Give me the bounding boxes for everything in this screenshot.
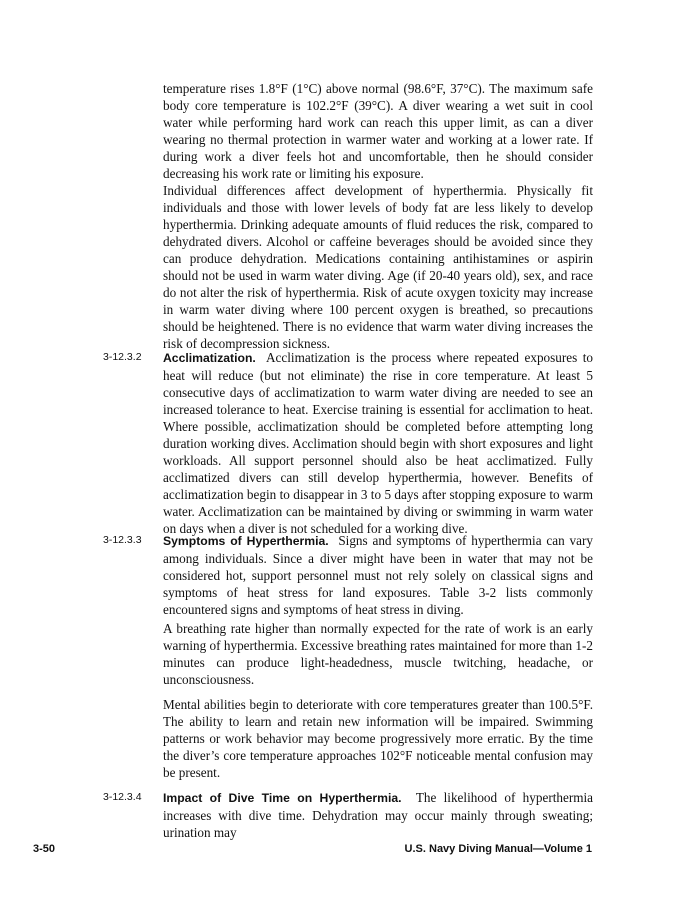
section-title: Acclimatization. — [163, 351, 256, 365]
section-text: Acclimatization is the process where repeated exposures to heat will reduce (but not eliminate) the rise in core temperature. At least 5 consecutive days of acclimatization to warm water diving are needed to see an increased tolerance to heat. Exercise training is essential for acclimation to heat. Where possible, acclimatization should be completed before attempting long duration working dives. Acclimation should begin with short exposures and light workloads. All support personnel should also be heat acclimatized. Fully acclimatized divers can still develop hyperthermia, however. Benefits of acclimatization begin to disappear in 3 to 5 days after stopping exposure to warm water. Acclimatization can be maintained by diving or swimming in warm water on days when a diver is not scheduled for a working dive. — [163, 350, 593, 536]
section-symptoms — [163, 532, 593, 618]
section-acclimatization — [163, 349, 593, 537]
section-text: The likelihood of hyperthermia increases with dive time. Dehydration may occur mainly through sweating; urination may — [163, 790, 593, 840]
section-title: Symptoms of Hyperthermia. — [163, 534, 329, 548]
section-text: Signs and symptoms of hyperthermia can vary among individuals. Since a diver might have been in water that may not be considered hot, support personnel must not rely solely on classical signs and symptoms of heat stress for land exposures. Table 3-2 lists commonly encountered signs and symptoms of heat stress in diving. — [163, 533, 593, 617]
section-title: Impact of Dive Time on Hyperthermia. — [163, 791, 402, 805]
section-number: 3-12.3.4 — [103, 791, 142, 803]
section-number: 3-12.3.2 — [103, 351, 142, 363]
paragraph-individual-differences: Individual differences affect development of hyperthermia. Physically fit individuals and those with lower levels of body fat are less likely to develop hyperthermia. Drinking adequate amounts of fluid reduces the risk, compared to dehydrated divers. Alcohol or caffeine beverages should be avoided since they can produce dehydration. Medications containing antihistamines or aspirin should not be used in warm water diving. Age (if 20-40 years old), sex, and race do not alter the risk of hyperthermia. Risk of acute oxygen toxicity may increase in warm water diving where 100 percent oxygen is breathed, so precautions should be heightened. There is no evidence that warm water diving increases the risk of decompression sickness. — [163, 183, 593, 351]
paragraph-heat-limits: temperature rises 1.8°F (1°C) above normal (98.6°F, 37°C). The maximum safe body core temperature is 102.2°F (39°C). A diver wearing a wet suit in cool water while performing hard work can reach this upper limit, as can a diver wearing no thermal protection in warmer water and working at a lower rate. If during work a diver feels hot and uncomfortable, then he should consider decreasing his work rate or limiting his exposure. — [163, 81, 593, 181]
section-dive-time — [163, 789, 593, 841]
section-number: 3-12.3.3 — [103, 534, 142, 546]
paragraph-breathing-rate: A breathing rate higher than normally expected for the rate of work is an early warning of hyperthermia. Excessive breathing rates maintained for more than 1-2 minutes can produce light-headedness, muscle twitching, headache, or unconsciousness. — [163, 621, 593, 687]
paragraph-mental-abilities: Mental abilities begin to deteriorate with core temperatures greater than 100.5°F. The ability to learn and retain new information will be impaired. Swimming patterns or work behavior may become progressively more erratic. By the time the diver’s core temperature approaches 102°F noticeable mental confusion may be present. — [163, 697, 593, 780]
page-number: 3-50 — [33, 843, 56, 855]
manual-title: U.S. Navy Diving Manual—Volume 1 — [404, 843, 592, 855]
